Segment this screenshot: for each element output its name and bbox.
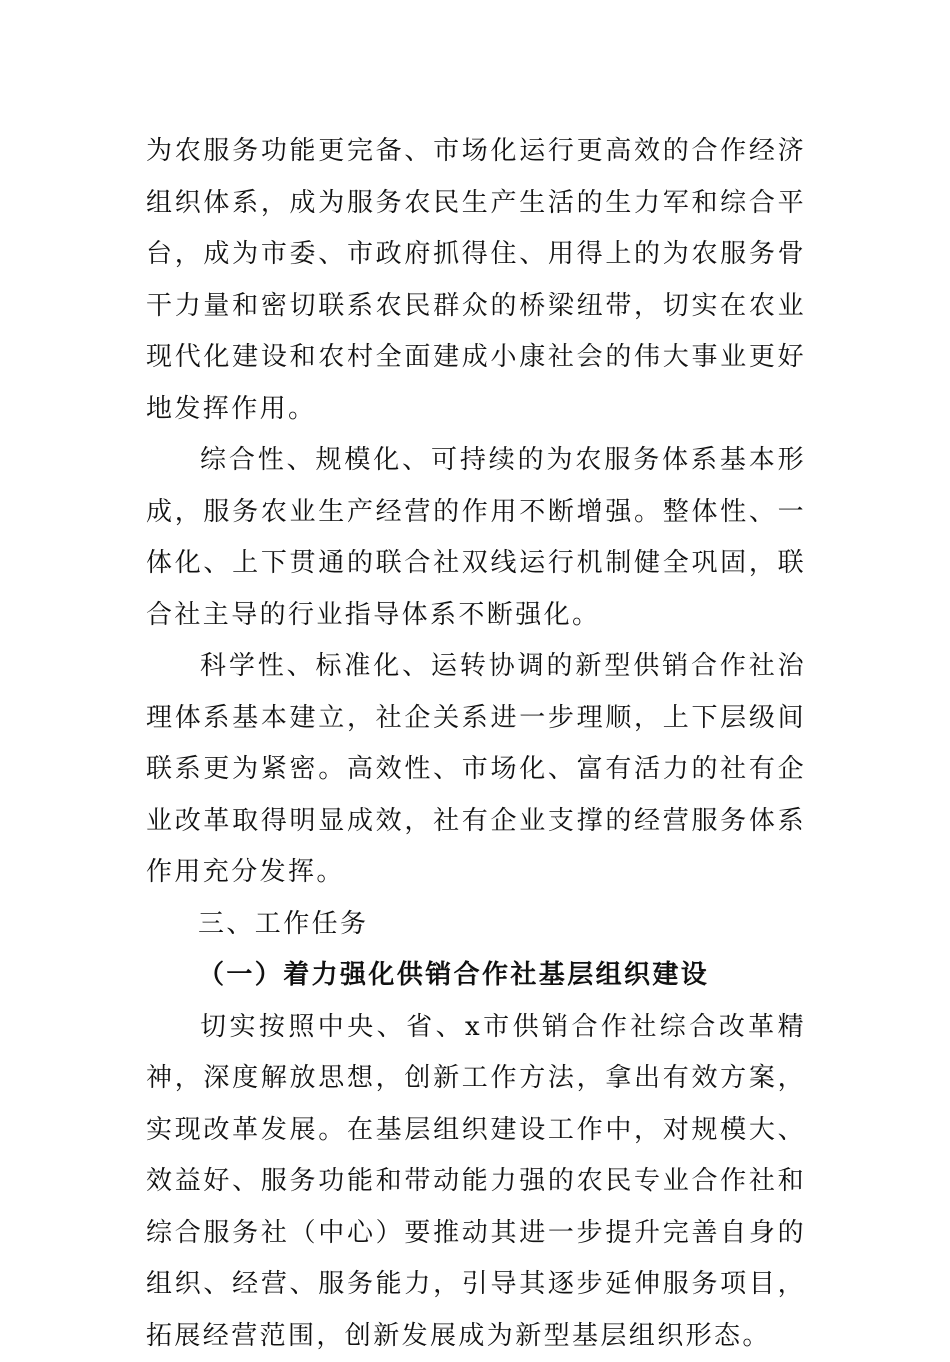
paragraph-continuation: 为农服务功能更完备、市场化运行更高效的合作经济组织体系，成为服务农民生产生活的生力军和综合平台，成为市委、市政府抓得住、用得上的为农服务骨干力量和密切联系农民群众的桥梁纽带，切实在农业现代化建设和农村全面建成小康社会的伟大事业更好地发挥作用。 [146, 126, 806, 435]
document-body [146, 126, 806, 1362]
paragraph-service-system: 综合性、规模化、可持续的为农服务体系基本形成，服务农业生产经营的作用不断增强。整体性、一体化、上下贯通的联合社双线运行机制健全巩固，联合社主导的行业指导体系不断强化。 [146, 435, 806, 641]
paragraph-governance-system: 科学性、标准化、运转协调的新型供销合作社治理体系基本建立，社企关系进一步理顺，上下层级间联系更为紧密。高效性、市场化、富有活力的社有企业改革取得明显成效，社有企业支撑的经营服务体系作用充分发挥。 [146, 641, 806, 899]
paragraph-grassroots-reform: 切实按照中央、省、x市供销合作社综合改革精神，深度解放思想，创新工作方法，拿出有效方案，实现改革发展。在基层组织建设工作中，对规模大、效益好、服务功能和带动能力强的农民专业合作社和综合服务社（中心）要推动其进一步提升完善自身的组织、经营、服务能力，引导其逐步延伸服务项目，拓展经营范围，创新发展成为新型基层组织形态。 [146, 1002, 806, 1362]
section-heading-work-tasks: 三、工作任务 [146, 899, 806, 951]
subsection-heading-grassroots: （一）着力强化供销合作社基层组织建设 [146, 950, 806, 1002]
